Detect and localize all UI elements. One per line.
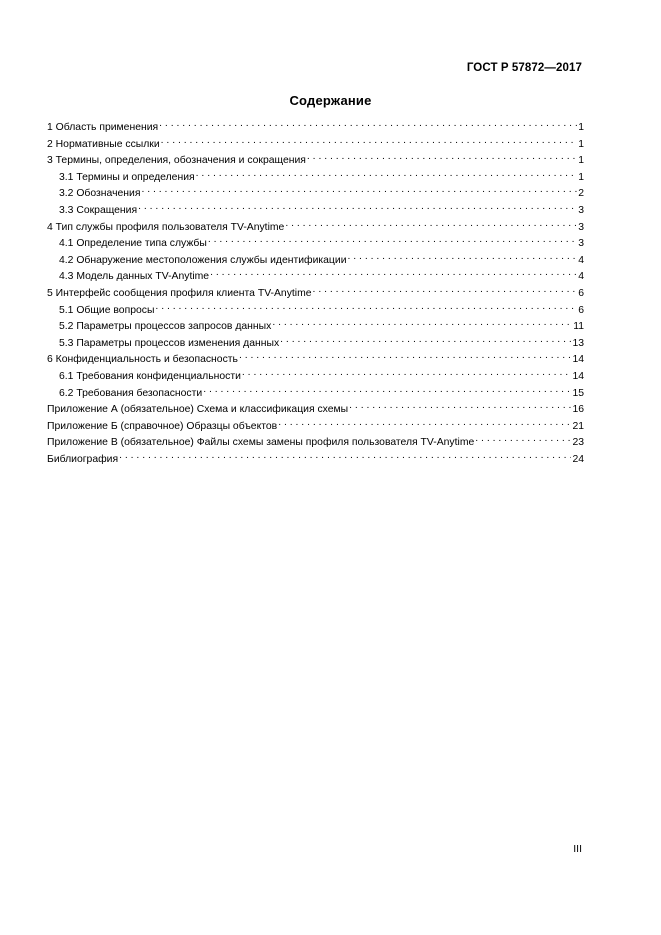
toc-entry[interactable] (47, 350, 584, 367)
toc-dot-leader (349, 400, 571, 412)
toc-dot-leader (159, 118, 577, 130)
toc-entry-label: 3.2 Обозначения (59, 188, 141, 200)
toc-entry[interactable] (47, 317, 584, 334)
toc-entry-page: 14 (572, 354, 584, 366)
toc-entry-label: 4.3 Модель данных TV-Anytime (59, 271, 210, 283)
toc-dot-leader (119, 450, 571, 462)
toc-entry[interactable] (47, 284, 584, 301)
toc-entry[interactable] (47, 201, 584, 218)
toc-entry[interactable] (47, 450, 584, 467)
toc-dot-leader (210, 267, 577, 279)
toc-entry-page: 4 (578, 254, 584, 266)
toc-entry[interactable] (47, 334, 584, 351)
toc-dot-leader (475, 433, 571, 445)
toc-entry-label: 3.1 Термины и определения (59, 171, 195, 183)
toc-entry-page: 11 (573, 321, 584, 333)
toc-entry[interactable] (47, 267, 584, 284)
toc-entry-label: 4 Тип службы профиля пользователя TV-Anytime (47, 221, 285, 233)
toc-entry[interactable] (47, 151, 584, 168)
toc-entry[interactable] (47, 118, 584, 135)
toc-entry[interactable] (47, 168, 584, 185)
toc-entry-page: 6 (578, 304, 584, 316)
toc-title: Содержание (289, 93, 372, 108)
toc-dot-leader (278, 417, 571, 429)
toc-dot-leader (161, 135, 578, 147)
toc-dot-leader (280, 334, 571, 346)
toc-entry-label: Приложение А (обязательное) Схема и классификация схемы (47, 404, 349, 416)
toc-dot-leader (285, 218, 577, 230)
toc-dot-leader (138, 201, 577, 213)
toc-entry[interactable] (47, 433, 584, 450)
toc-entry[interactable] (47, 251, 584, 268)
toc-entry[interactable] (47, 184, 584, 201)
toc-entry-page: 24 (572, 453, 584, 465)
toc-entry-label: Приложение В (обязательное) Файлы схемы замены профиля пользователя TV-Anytime (47, 437, 475, 449)
toc-dot-leader (313, 284, 578, 296)
toc-dot-leader (208, 234, 577, 246)
toc-entry[interactable] (47, 301, 584, 318)
toc-entry[interactable] (47, 234, 584, 251)
toc-entry-label: 6.1 Требования конфиденциальности (59, 370, 241, 382)
toc-entry-label: 5 Интерфейс сообщения профиля клиента TV-Anytime (47, 287, 312, 299)
toc-entry-page: 3 (578, 221, 584, 233)
toc-dot-leader (203, 384, 571, 396)
document-code: ГОСТ Р 57872—2017 (466, 62, 582, 74)
toc-entry-page: 15 (572, 387, 584, 399)
toc-entry-label: 6 Конфиденциальность и безопасность (47, 354, 238, 366)
toc-entry-page: 14 (572, 370, 584, 382)
toc-entry-label: 4.2 Обнаружение местоположения службы идентификации (59, 254, 347, 266)
toc-entry-label: 4.1 Определение типа службы (59, 238, 207, 250)
toc-dot-leader (348, 251, 578, 263)
toc-entry-label: 5.3 Параметры процессов изменения данных (59, 337, 280, 349)
toc-entry-page: 1 (578, 138, 584, 150)
toc-entry[interactable] (47, 417, 584, 434)
toc-entry-label: 2 Нормативные ссылки (47, 138, 160, 150)
toc-entry-page: 13 (572, 337, 584, 349)
toc-entry-page: 2 (578, 188, 584, 200)
toc-entry-page: 6 (578, 287, 584, 299)
toc-entry-label: 1 Область применения (47, 122, 159, 133)
toc-entry-label: 5.2 Параметры процессов запросов данных (59, 321, 272, 333)
toc-dot-leader (141, 184, 577, 196)
toc-entry-label: Приложение Б (справочное) Образцы объектов (47, 420, 278, 432)
page-number: III (573, 843, 582, 855)
toc-dot-leader (196, 168, 578, 180)
toc-entry-page: 1 (578, 155, 584, 167)
toc-entry-page: 4 (578, 271, 584, 283)
toc-entry[interactable] (47, 367, 584, 384)
toc-entry-page: 16 (572, 404, 584, 416)
toc-dot-leader (272, 317, 572, 329)
toc-entry[interactable] (47, 218, 584, 235)
toc-dot-leader (307, 151, 577, 163)
toc-entry-page: 3 (578, 204, 584, 216)
toc-entry-label: 3.3 Сокращения (59, 204, 138, 216)
toc-entry-page: 23 (572, 437, 584, 449)
toc-entry-page: 1 (578, 171, 584, 183)
toc-entry-label: 6.2 Требования безопасности (59, 387, 203, 399)
table-of-contents (47, 118, 584, 466)
toc-entry-page: 3 (578, 238, 584, 250)
toc-entry[interactable] (47, 135, 584, 152)
toc-entry-page: 21 (572, 420, 584, 432)
toc-entry-page: 1 (578, 122, 584, 133)
toc-entry-label: 5.1 Общие вопросы (59, 304, 155, 316)
toc-dot-leader (242, 367, 572, 379)
toc-entry[interactable] (47, 384, 584, 401)
toc-dot-leader (155, 301, 577, 313)
toc-entry-label: 3 Термины, определения, обозначения и сокращения (47, 155, 306, 167)
toc-dot-leader (239, 350, 571, 362)
toc-entry-label: Библиография (47, 453, 119, 465)
toc-entry[interactable] (47, 400, 584, 417)
